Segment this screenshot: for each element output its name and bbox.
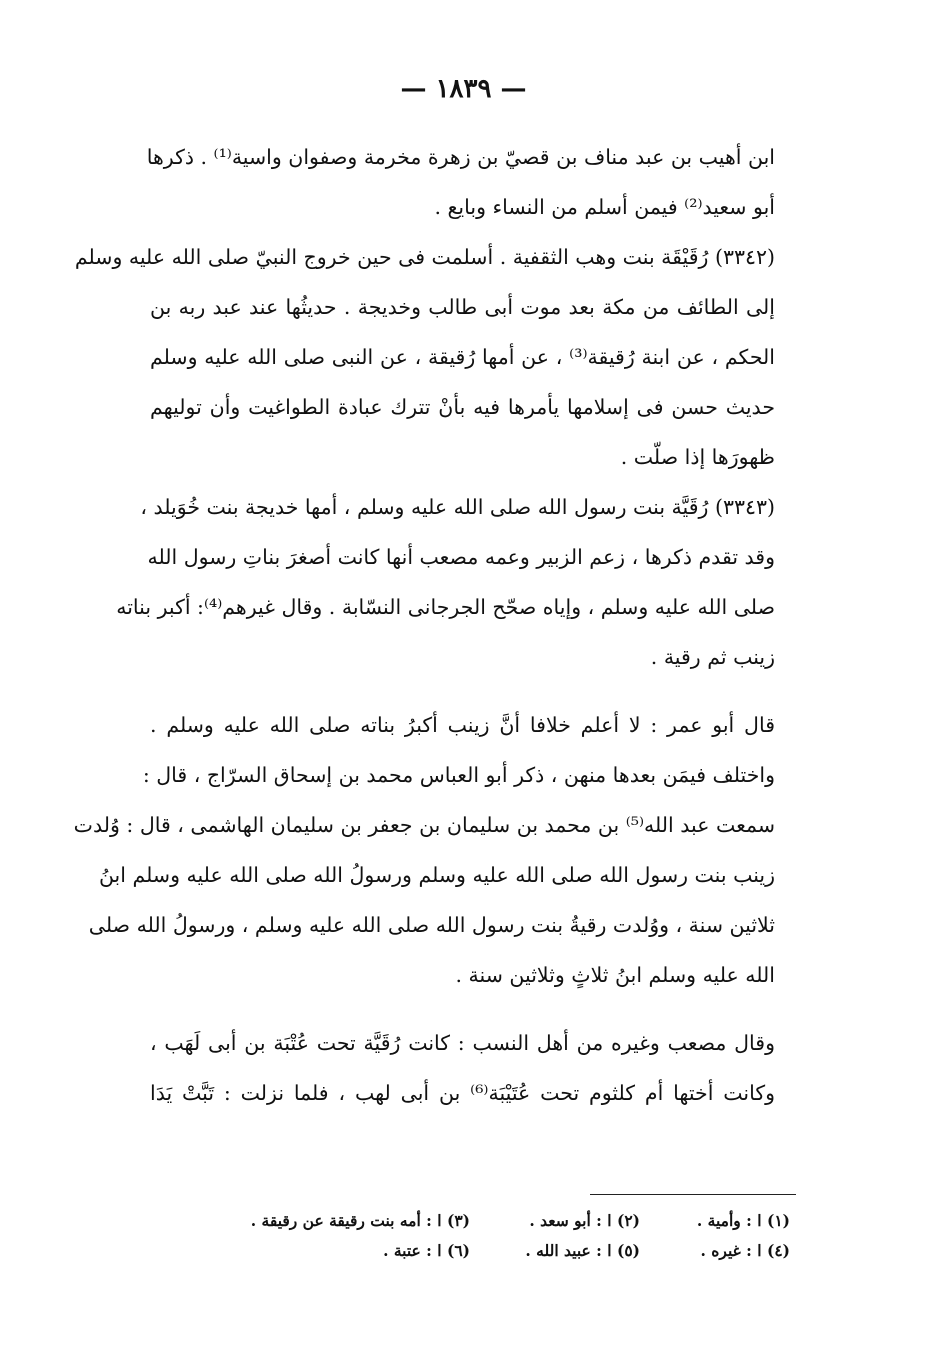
paragraph: [146, 132, 775, 232]
footnote-row: [160, 1206, 790, 1236]
text-line: زينب بنت رسول الله صلى الله عليه وسلم ورسولُ الله صلى الله عليه وسلم ابنُ: [98, 863, 775, 887]
paragraph: [116, 482, 775, 682]
text-line: حديث حسن فى إسلامها يأمرها فيه بأنْ تترك عبادة الطواغيت وأن توليهم: [150, 395, 775, 419]
page-number: — ١٨٣٩ —: [400, 74, 527, 104]
footnotes: [160, 1206, 790, 1266]
paragraph: [74, 232, 775, 482]
paragraph: [73, 700, 775, 1000]
text-line: زينب ثم رقية .: [650, 645, 775, 669]
text-line: ثلاثين سنة ، ووُلدت رقيةُ بنت رسول الله صلى الله عليه وسلم ، ورسولُ الله صلى: [88, 913, 775, 937]
text-line: ظهورَها إذا صلّت .: [620, 445, 775, 469]
text-line: واختلف فيمَن بعدها منهن ، ذكر أبو العباس محمد بن إسحاق السرّاج ، قال :: [142, 763, 775, 787]
text-line: صلى الله عليه وسلم ، وإياه صحّح الجرجانى النسّابة . وقال غيرهم⁽⁴⁾: أكبر بناته: [116, 595, 775, 619]
text-line: وكانت أختها أم كلثوم تحت عُتَيْبَة⁽⁶⁾ بن أبى لهب ، فلما نزلت : تَبَّتْ يَدَا: [150, 1081, 776, 1105]
paragraph: [150, 1018, 775, 1118]
text-line: ابن أهيب بن عبد مناف بن قصيّ بن زهرة مخرمة وصفوان واسية⁽¹⁾ . ذكرها: [146, 145, 775, 169]
text-line: (٣٣٤٢) رُقَيْقَة بنت وهب الثقفية . أسلمت فى حين خروج النبيّ صلى الله عليه وسلم: [74, 245, 775, 269]
paragraph-gap: [150, 1000, 775, 1018]
text-line: وقد تقدم ذكرها ، زعم الزبير وعمه مصعب أنها كانت أصغرَ بناتِ رسول الله: [147, 545, 775, 569]
text-line: قال أبو عمر : لا أعلم خلافا أنَّ زينب أكبرُ بناته صلى الله عليه وسلم .: [150, 713, 775, 737]
paragraph-gap: [150, 682, 775, 700]
main-text: [73, 132, 776, 1118]
footnote: (٣) ا : أمه بنت رقيقة عن رقيقة .: [250, 1211, 470, 1230]
footnote: (٦) ا : عتبة .: [383, 1241, 470, 1260]
footnote: (٥) ا : عبيد الله .: [525, 1241, 640, 1260]
text-line: الحكم ، عن ابنة رُقيقة⁽³⁾ ، عن أمها رُقيقة ، عن النبى صلى الله عليه وسلم: [150, 345, 775, 369]
footnote-divider: [590, 1194, 796, 1195]
footnote: (١) ا : وأمية .: [696, 1211, 790, 1230]
text-line: الله عليه وسلم ابنُ ثلاثٍ وثلاثين سنة .: [455, 963, 775, 987]
text-line: إلى الطائف من مكة بعد موت أبى طالب وخديجة . حديثُها عند عبد ربه بن: [150, 295, 775, 319]
footnote-row: [160, 1236, 790, 1266]
footnote: (٢) ا : أبو سعد .: [529, 1211, 640, 1230]
text-line: سمعت عبد الله⁽⁵⁾ بن محمد بن سليمان بن جعفر بن سليمان الهاشمى ، قال : وُلدت: [73, 813, 775, 837]
footnote: (٤) ا : غيره .: [700, 1241, 790, 1260]
text-line: (٣٣٤٣) رُقَيَّة بنت رسول الله صلى الله عليه وسلم ، أمها خديجة بنت خُوَيلد ،: [140, 495, 775, 519]
text-line: أبو سعيد⁽²⁾ فيمن أسلم من النساء وبايع .: [434, 195, 775, 219]
text-line: وقال مصعب وغيره من أهل النسب : كانت رُقَيَّة تحت عُتْبَة بن أبى لَهَب ،: [150, 1031, 775, 1055]
